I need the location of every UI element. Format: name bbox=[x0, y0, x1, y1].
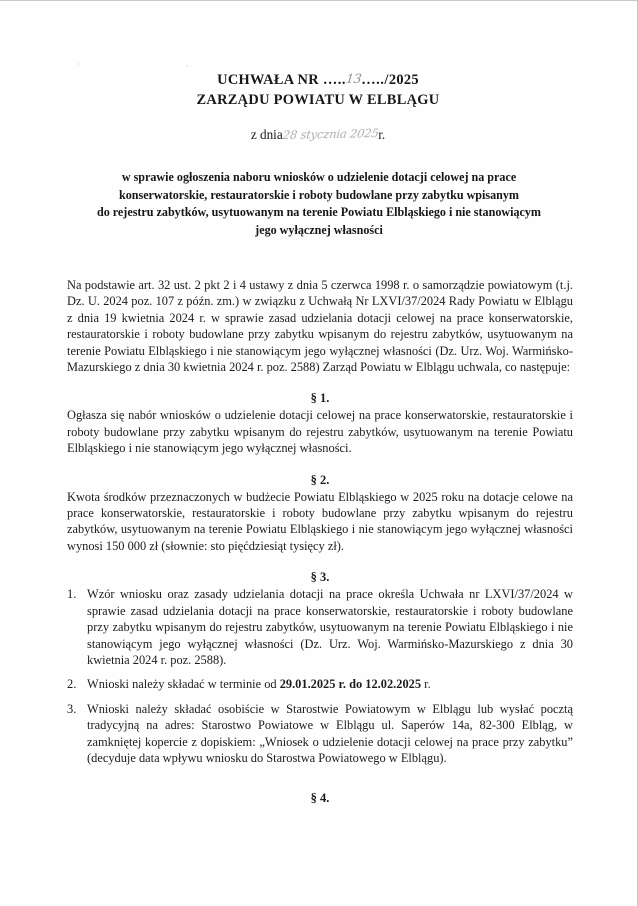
scan-speckle bbox=[78, 63, 80, 65]
spacer bbox=[67, 457, 573, 472]
submission-deadline-dates: 29.01.2025 r. do 12.02.2025 bbox=[279, 677, 422, 692]
spacer bbox=[67, 554, 573, 569]
section-1-paragraph: Ogłasza się nabór wniosków o udzielenie dotacji celowej na prace konserwatorskie, restauratorskie i roboty budowlane przy zabytku wpisanym do rejestru zabytków, usytuowanym na terenie Powiatu Elbląskiego i nie stanowiącym jego wyłącznej własności. bbox=[67, 408, 573, 456]
list-item-number: 3. bbox=[67, 701, 77, 716]
section-1-heading: § 1. bbox=[310, 391, 330, 406]
title-line-issuer: ZARZĄDU POWIATU W ELBLĄGU bbox=[196, 92, 440, 108]
title-line-resolution-number bbox=[40, 69, 596, 90]
preamble-paragraph: Na podstawie art. 32 ust. 2 pkt 2 i 4 ustawy z dnia 5 czerwca 1998 r. o samorządzie powiatowym (t.j. Dz. U. 2024 poz. 107 z późn. zm.) w związku z Uchwałą Nr LXVI/37/2024 Rady Powiatu w Elblągu z dnia 19 kwietnia 2024 r. w sprawie zasad udzielania dotacji celowej na prace konserwatorskie, restauratorskie i roboty budowlane przy zabytku wpisanym do rejestru zabytków, usytuowanym na terenie Powiatu Elbląskiego i nie stanowiącym jego wyłącznej własności (Dz. Urz. Woj. Warmińsko-Mazurskiego z dnia 30 kwietnia 2024 r. poz. 2588) Zarząd Powiatu w Elblągu uchwala, co następuje: bbox=[67, 278, 573, 375]
handwritten-resolution-number: 13 bbox=[345, 70, 363, 87]
document-body bbox=[67, 277, 573, 766]
list-item bbox=[67, 701, 573, 767]
list-item-text-before: Wnioski należy składać w terminie od bbox=[87, 677, 280, 692]
section-2-paragraph: Kwota środków przeznaczonych w budżecie Powiatu Elbląskiego w 2025 roku na dotacje celowe na prace konserwatorskie, restauratorskie i roboty budowlane przy zabytku wpisanym do rejestru zabytków, usytuowanym na terenie Powiatu Elbląskiego i nie stanowiącym jego wyłącznej własności wynosi 150 000 zł (słownie: sto pięćdziesiąt tysięcy zł). bbox=[67, 489, 573, 553]
section-2-heading: § 2. bbox=[310, 472, 330, 487]
title-dots-right: …../ bbox=[361, 72, 389, 88]
date-suffix: r. bbox=[378, 127, 386, 142]
list-item bbox=[67, 676, 573, 692]
title-dots-left: ….. bbox=[322, 72, 346, 88]
list-item-text: Wnioski należy składać osobiście w Starostwie Powiatowym w Elblągu lub wysłać pocztą tradycyjną na adres: Starostwo Powiatowe w Elblągu ul. Saperów 14a, 82-300 Elbląg, w zamkniętej kopercie z dopiskiem: „Wniosek o udzielenie dotacji celowej na prace przy zabytku” (decyduje data wpływu wniosku do Starostwa Powiatowego w Elblągu). bbox=[87, 701, 573, 765]
subject-line: w sprawie ogłoszenia naboru wniosków o udzielenie dotacji celowej na prace bbox=[121, 170, 517, 184]
subject-line: konserwatorskie, restauratorskie i roboty budowlane przy zabytku wpisanym bbox=[118, 187, 519, 202]
section-3-list bbox=[67, 586, 573, 766]
document-title bbox=[40, 69, 596, 110]
date-line bbox=[40, 127, 596, 143]
section-4-heading: § 4. bbox=[310, 791, 330, 805]
title-year: 2025 bbox=[388, 72, 419, 88]
section-3-heading: § 3. bbox=[310, 570, 330, 585]
date-prefix: z dnia bbox=[250, 127, 283, 142]
spacer bbox=[67, 375, 573, 390]
list-item-number: 1. bbox=[67, 587, 77, 602]
scanned-sheet bbox=[0, 1, 636, 906]
list-item-text: Wzór wniosku oraz zasady udzielania dotacji na prace określa Uchwała nr LXVI/37/2024 w sprawie zasad udzielania dotacji na prace konserwatorskie, restauratorskie i roboty budowlane przy zabytku wpisanym do rejestru zabytków, usytuowanym na terenie Powiatu Elbląskiego i nie stanowiącym jego wyłącznej własności (Dz. Urz. Woj. Warmińsko-Mazurskiego z dnia 30 kwietnia 2024 r. poz. 2588). bbox=[87, 587, 573, 667]
list-item-number: 2. bbox=[67, 677, 77, 692]
list-item-text-after: r. bbox=[421, 677, 431, 692]
subject-line: do rejestru zabytków, usytuowanym na terenie Powiatu Elbląskiego i nie stanowiącym bbox=[96, 205, 541, 219]
title-prefix: UCHWAŁA NR bbox=[217, 72, 323, 88]
subject-line: jego wyłącznej własności bbox=[255, 222, 383, 237]
document-subject bbox=[48, 169, 590, 239]
scan-speckle bbox=[186, 65, 188, 67]
handwritten-date: 28 stycznia 2025 bbox=[281, 126, 380, 142]
list-item bbox=[67, 586, 573, 668]
